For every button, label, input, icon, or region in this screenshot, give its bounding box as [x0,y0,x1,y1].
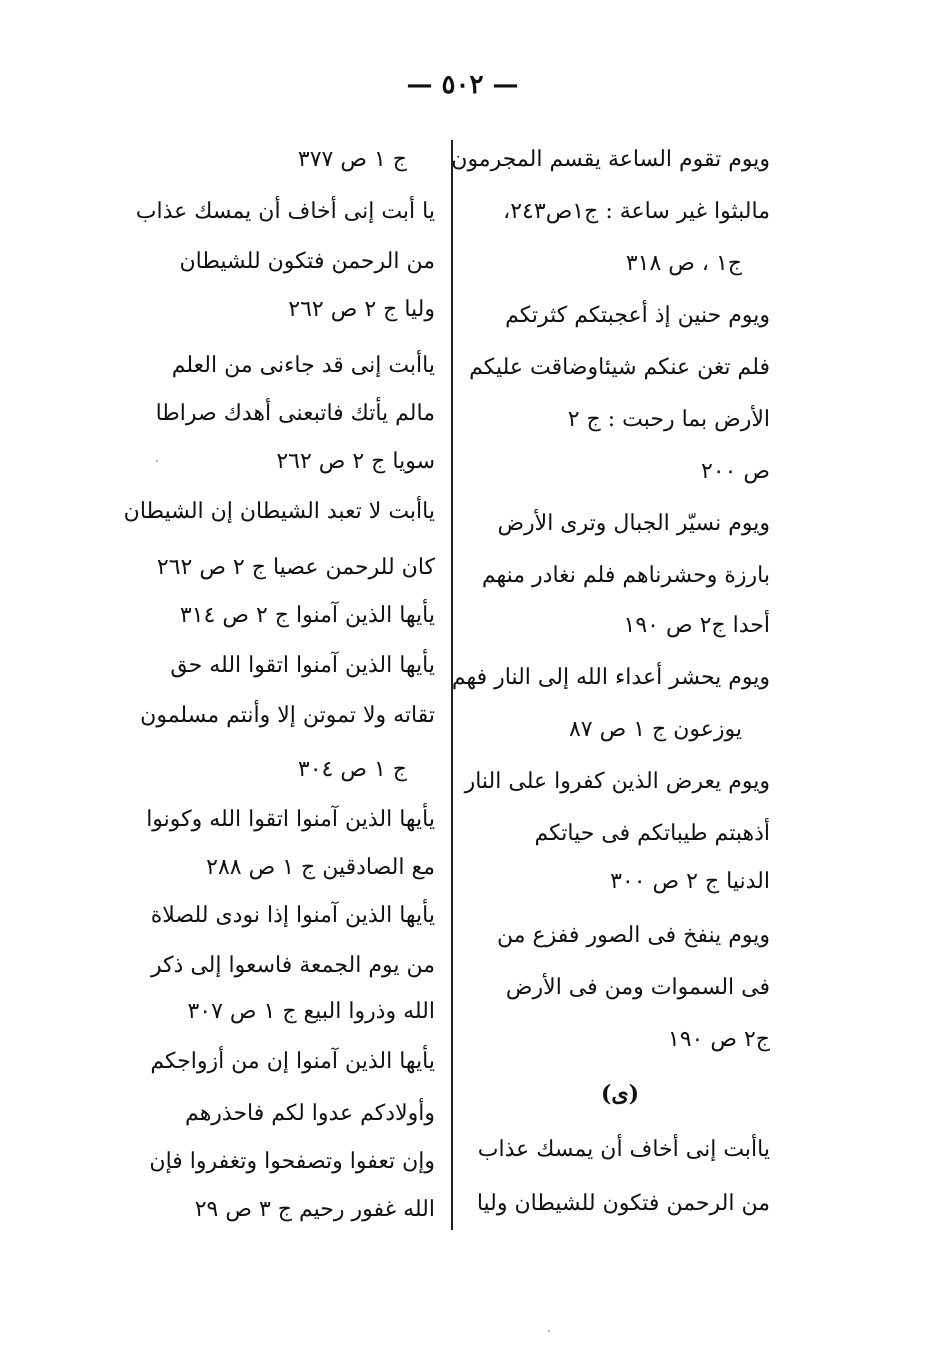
reference-line: ج١ ، ص ٣١٨ [625,251,742,276]
entry-line: من يوم الجمعة فاسعوا إلى ذكر [150,953,435,978]
entry-line: أحدا ج٢ ص ١٩٠ [623,613,770,638]
entry-line: سويا ج ٢ ص ٢٦٢ [276,449,435,474]
entry-line: من الرحمن فتكون للشيطان وليا [476,1191,770,1216]
entry-line: الدنيا ج ٢ ص ٣٠٠ [610,869,770,894]
reference-line: ج٢ ص ١٩٠ [667,1027,770,1052]
ink-speck [548,1330,550,1332]
entry-line: ويوم يعرض الذين كفروا على النار [464,769,770,794]
entry-line: ياأبت لا تعبد الشيطان إن الشيطان [123,499,435,524]
entry-line: الله غفور رحيم ج ٣ ص ٢٩ [194,1197,435,1222]
entry-line: الله وذروا البيع ج ١ ص ٣٠٧ [187,999,435,1024]
entry-line: ياأبت إنى أخاف أن يمسك عذاب [477,1137,770,1162]
entry-line: فلم تغن عنكم شيئاوضاقت عليكم [469,355,770,380]
entry-line: مالم يأتك فاتبعنى أهدك صراطا [155,401,435,426]
reference-line: ص ٢٠٠ [700,459,770,484]
entry-line: يأيها الذين آمنوا إذا نودى للصلاة [150,903,435,928]
entry-line: ياأبت إنى قد جاءنى من العلم [171,353,435,378]
entry-line: مع الصادقين ج ١ ص ٢٨٨ [206,855,435,880]
entry-line: يأيها الذين آمنوا ج ٢ ص ٣١٤ [179,603,435,628]
entry-line: فى السموات ومن فى الأرض [505,975,770,1000]
entry-line: يأيها الذين آمنوا إن من أزواجكم [150,1049,435,1074]
entry-line: من الرحمن فتكون للشيطان [179,249,435,274]
reference-line: ج ١ ص ٣٠٤ [297,757,407,782]
entry-line: كان للرحمن عصيا ج ٢ ص ٢٦٢ [156,555,435,580]
entry-line: يأيها الذين آمنوا اتقوا الله وكونوا [146,807,435,832]
ink-speck [156,460,158,462]
entry-line: أذهبتم طيباتكم فى حياتكم [534,821,770,846]
entry-line: يأيها الذين آمنوا اتقوا الله حق [170,653,435,678]
section-letter-heading: (ى) [600,1081,640,1107]
entry-line: مالبثوا غير ساعة : ج١ص٢٤٣، [503,199,770,224]
reference-line: ج ١ ص ٣٧٧ [297,147,407,172]
entry-line: ويوم تقوم الساعة يقسم المجرمون [451,147,770,172]
entry-line: يا أبت إنى أخاف أن يمسك عذاب [135,199,435,224]
entry-line: وأولادكم عدوا لكم فاحذرهم [185,1101,435,1126]
reference-line: يوزعون ج ١ ص ٨٧ [568,717,742,742]
entry-line: وإن تعفوا وتصفحوا وتغفروا فإن [149,1149,435,1174]
entry-line: وليا ج ٢ ص ٢٦٢ [288,297,435,322]
entry-line: ويوم يحشر أعداء الله إلى النار فهم [451,665,770,690]
entry-line: ويوم حنين إذ أعجبتكم كثرتكم [505,303,770,328]
entry-line: ويوم نسيّر الجبال وترى الأرض [497,511,770,536]
entry-line: تقاته ولا تموتن إلا وأنتم مسلمون [140,703,435,728]
entry-line: الأرض بما رحبت : ج ٢ [567,407,770,432]
entry-line: ويوم ينفخ فى الصور ففزع من [497,923,770,948]
page-number: — ٥٠٢ — [406,70,519,100]
entry-line: بارزة وحشرناهم فلم نغادر منهم [481,563,770,588]
